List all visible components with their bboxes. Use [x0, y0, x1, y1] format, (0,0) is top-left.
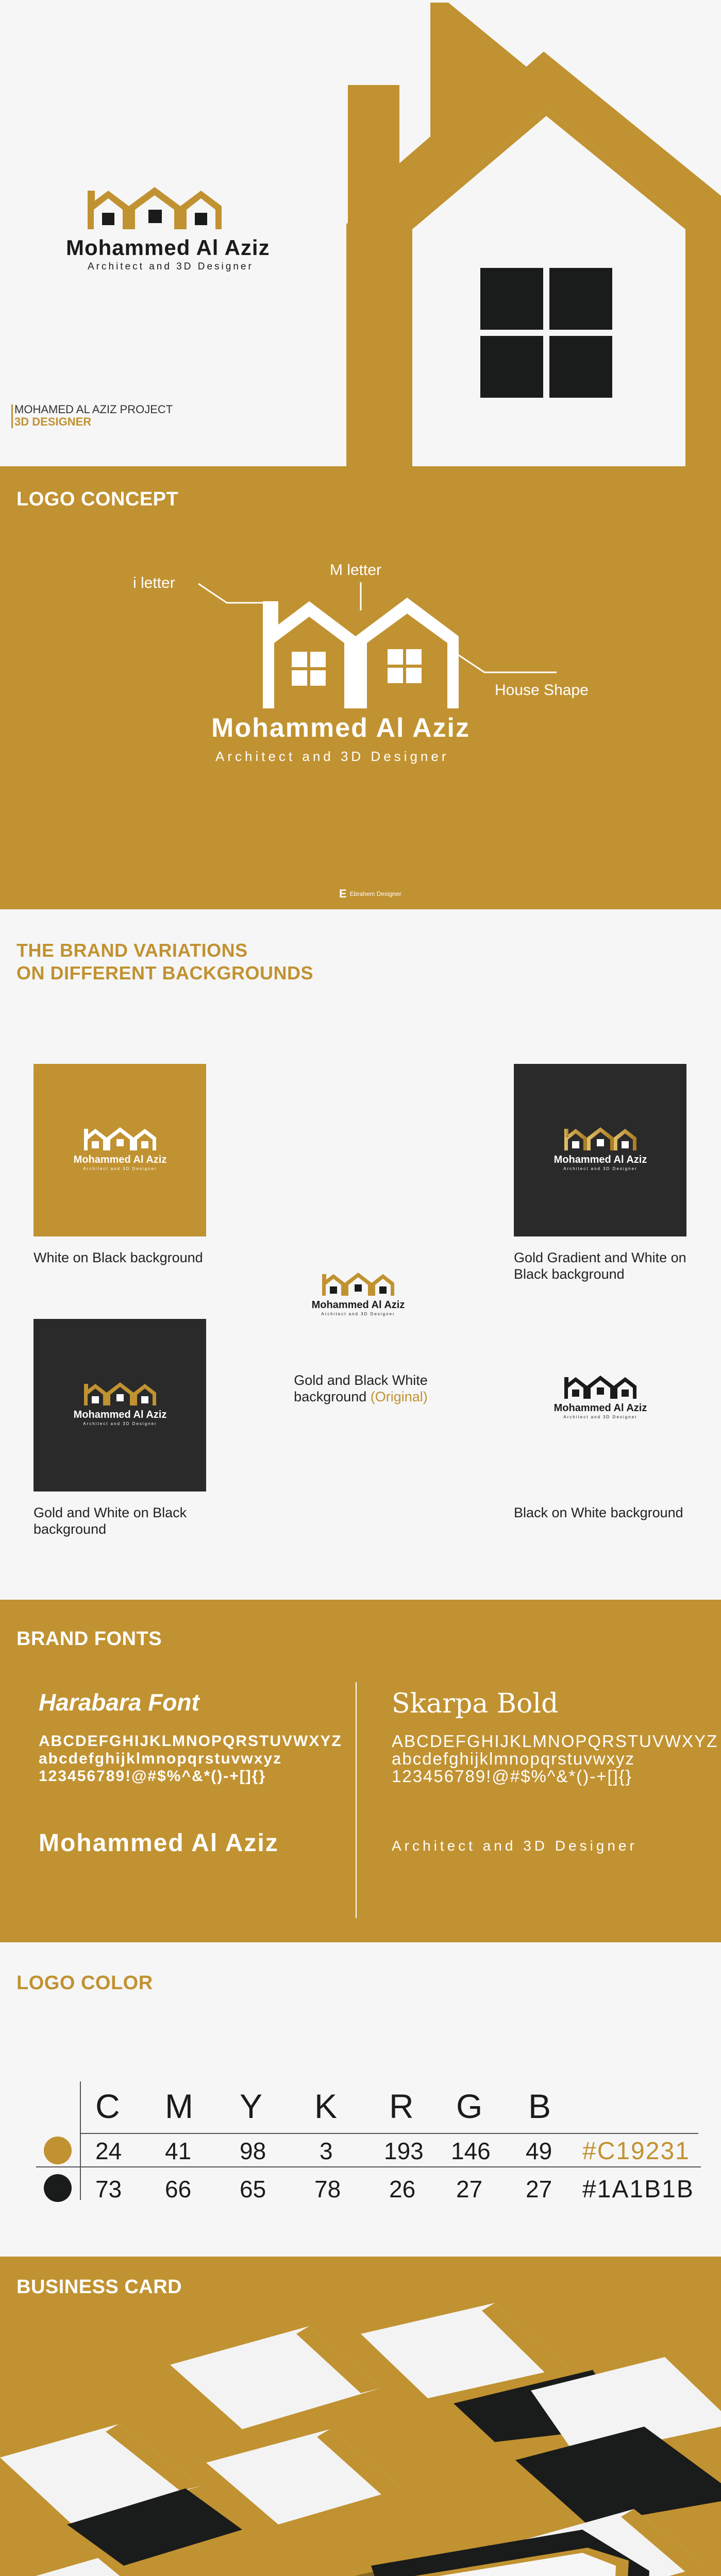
variation-white-on-gold: [33, 1064, 206, 1236]
header-r: R: [389, 2087, 414, 2125]
logo-concept-section: [0, 466, 721, 909]
business-card-section: [0, 2257, 721, 2576]
svg-text:Architect and 3D Designer: Architect and 3D Designer: [321, 1312, 395, 1316]
ebrahem-credit-text: Ebrahem Designer: [349, 890, 401, 897]
table-divider: [36, 2166, 701, 2167]
cell: 66: [165, 2176, 192, 2202]
business-card-mockup: [0, 2257, 721, 2576]
ebrahem-e-icon: E: [339, 887, 347, 900]
cell: 24: [95, 2138, 122, 2164]
header-k: K: [314, 2087, 338, 2125]
cell: 98: [240, 2138, 266, 2164]
svg-text:Architect and 3D Designer: Architect and 3D Designer: [563, 1166, 638, 1171]
variation-black-on-white: [531, 1358, 670, 1440]
brand-tagline: Architect and 3D Designer: [88, 261, 254, 272]
table-divider: [80, 2133, 698, 2134]
cell: 27: [526, 2176, 552, 2202]
label-house-shape: House Shape: [495, 682, 589, 699]
svg-text:Architect and 3D Designer: Architect and 3D Designer: [563, 1415, 638, 1419]
svg-text:Mohammed Al Aziz: Mohammed Al Aziz: [554, 1402, 647, 1414]
accent-bar: [11, 404, 13, 428]
header-g: G: [456, 2087, 483, 2125]
hex-dark: #1A1B1B: [582, 2176, 694, 2203]
cell: 73: [95, 2176, 122, 2202]
section-title: [16, 939, 313, 985]
section-title: LOGO COLOR: [16, 1972, 153, 1994]
hex-gold: #C19231: [582, 2138, 690, 2165]
svg-text:Mohammed Al Aziz: Mohammed Al Aziz: [73, 1409, 166, 1420]
caption-line: Gold and Black White: [294, 1372, 428, 1388]
caption-line: Gold and White on Black: [33, 1505, 187, 1520]
caption-variation-2: [514, 1249, 686, 1282]
cell: 78: [314, 2176, 341, 2202]
header-m: M: [165, 2087, 193, 2125]
caption-line: Black background: [514, 1266, 625, 1282]
caption-original-tag: (Original): [370, 1389, 428, 1404]
header-y: Y: [240, 2087, 263, 2125]
variation-gold-gradient-on-black: [514, 1064, 686, 1236]
label-m-letter: M letter: [330, 562, 382, 579]
cell: 65: [240, 2176, 266, 2202]
svg-text:Architect and 3D Designer: Architect and 3D Designer: [82, 1421, 157, 1426]
caption-variation-1: White on Black background: [33, 1250, 203, 1265]
cell: 3: [320, 2138, 333, 2164]
brand-name: Mohammed Al Aziz: [66, 235, 270, 260]
svg-text:Mohammed Al Aziz: Mohammed Al Aziz: [311, 1299, 405, 1311]
cell: 27: [456, 2176, 483, 2202]
font1-name: Harabara Font: [39, 1689, 199, 1716]
concept-brand-name: Mohammed Al Aziz: [211, 713, 470, 743]
variation-logo-icon: [533, 1368, 667, 1430]
font2-name: Skarpa Bold: [392, 1688, 559, 1719]
gold-swatch: [44, 2137, 72, 2164]
font2-lower: abcdefghijklmnopqrstuvwxyz: [392, 1749, 635, 1768]
variation-brand-name: Mohammed Al Aziz: [73, 1154, 166, 1165]
title-line-1: THE BRAND VARIATIONS: [16, 940, 248, 961]
project-line-1: MOHAMED AL AZIZ PROJECT: [14, 403, 173, 416]
variation-brand-tagline: Architect and 3D Designer: [82, 1166, 157, 1171]
header-b: B: [528, 2087, 551, 2125]
svg-text:Mohammed Al Aziz: Mohammed Al Aziz: [554, 1154, 647, 1165]
caption-line: background: [33, 1521, 107, 1537]
variation-logo-icon: [53, 1120, 187, 1181]
hero-section: [0, 0, 721, 466]
font2-numbers: 123456789!@#$%^&*()-+[]{}: [392, 1767, 632, 1786]
caption-line: background: [294, 1389, 371, 1404]
font2-upper: ABCDEFGHIJKLMNOPQRSTUVWXYZ: [392, 1732, 718, 1751]
cell: 49: [526, 2138, 552, 2164]
brand-logo: [57, 173, 270, 272]
font1-example: Mohammed Al Aziz: [39, 1829, 279, 1857]
header-c: C: [95, 2087, 120, 2125]
variation-original: [289, 1255, 428, 1337]
table-divider: [80, 2081, 81, 2200]
variation-logo-icon: [291, 1265, 425, 1327]
font2-example: Architect and 3D Designer: [392, 1838, 638, 1854]
font-divider: [356, 1682, 357, 1918]
variation-logo-icon: [53, 1375, 187, 1436]
cell: 146: [451, 2138, 491, 2164]
project-line-2: 3D DESIGNER: [14, 415, 92, 428]
section-title: BUSINESS CARD: [16, 2276, 182, 2298]
brand-fonts-section: [0, 1600, 721, 1942]
font1-upper: ABCDEFGHIJKLMNOPQRSTUVWXYZ: [39, 1733, 342, 1750]
caption-variation-4: [33, 1504, 187, 1537]
brand-variations-section: [0, 909, 721, 1600]
font1-lower: abcdefghijklmnopqrstuvwxyz: [39, 1750, 282, 1767]
cell: 41: [165, 2138, 192, 2164]
caption-line: Gold Gradient and White on: [514, 1250, 686, 1265]
font1-numbers: 123456789!@#$%^&*()-+[]{}: [39, 1768, 266, 1785]
cell: 26: [389, 2176, 416, 2202]
variation-logo-icon: [533, 1120, 667, 1181]
label-i-letter: i letter: [133, 574, 175, 591]
concept-diagram: [0, 466, 721, 909]
ebrahem-credit: [339, 887, 401, 901]
title-line-2: ON DIFFERENT BACKGROUNDS: [16, 962, 313, 984]
variation-gold-white-on-black: [33, 1319, 206, 1492]
dark-swatch: [44, 2174, 72, 2202]
caption-variation-5: Black on White background: [514, 1505, 683, 1520]
section-title: LOGO CONCEPT: [16, 488, 179, 510]
section-title: BRAND FONTS: [16, 1628, 162, 1650]
logo-color-section: [0, 1942, 721, 2257]
caption-variation-3: [291, 1372, 430, 1405]
concept-brand-tagline: Architect and 3D Designer: [215, 749, 449, 764]
cell: 193: [384, 2138, 424, 2164]
project-label: [14, 403, 173, 428]
